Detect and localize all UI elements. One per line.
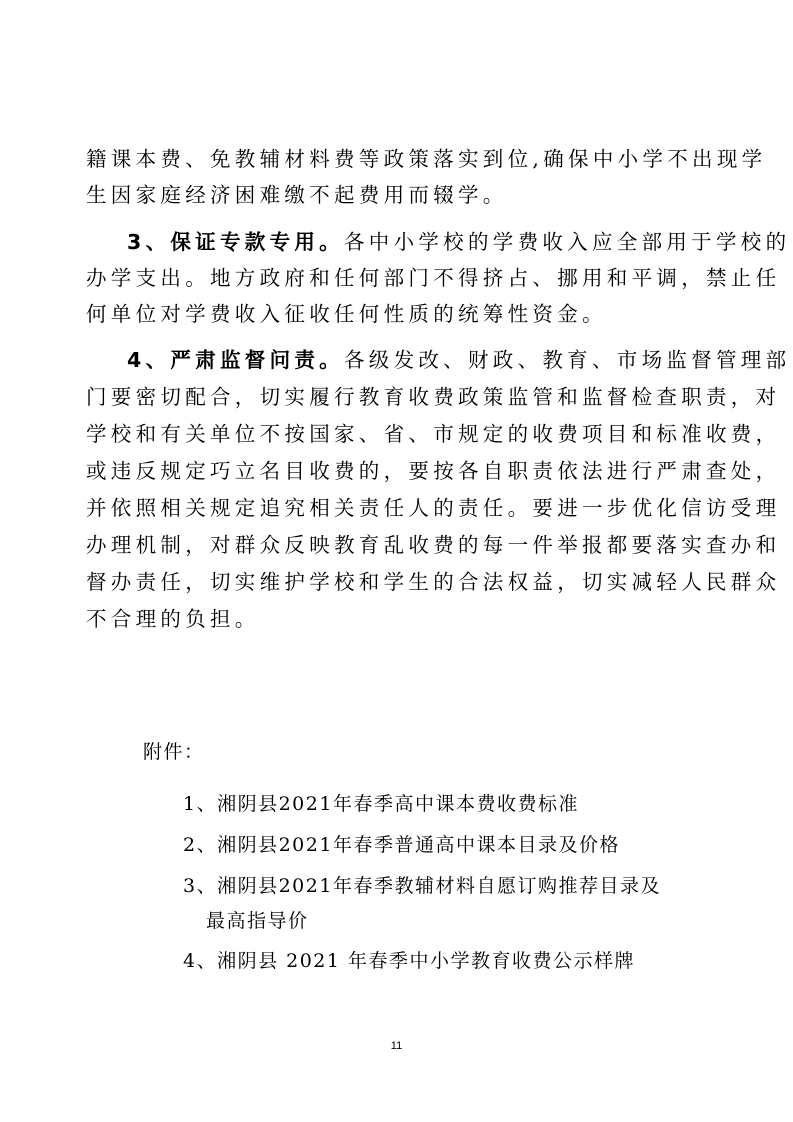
attachment-item: 1、湘阴县2021年春季高中课本费收费标准 [183, 793, 579, 815]
attachment-item-continuation: 最高指导价 [206, 910, 309, 932]
paragraph-line: 督办责任，切实维护学校和学生的合法权益，切实减轻人民群众 [86, 570, 781, 594]
paragraph-line: 办学支出。地方政府和任何部门不得挤占、挪用和平调，禁止任 [86, 266, 781, 290]
paragraph-line [127, 228, 790, 256]
attachment-item: 3、湘阴县2021年春季教辅材料自愿订购推荐目录及 [183, 875, 661, 897]
paragraph-line: 不合理的负担。 [86, 607, 260, 631]
paragraph-line: 并依照相关规定追究相关责任人的责任。要进一步优化信访受理 [86, 496, 781, 520]
paragraph-line: 籍课本费、免教辅材料费等政策落实到位,确保中小学不出现学 [86, 147, 767, 171]
attachment-item: 4、湘阴县 2021 年春季中小学教育收费公示样牌 [183, 950, 636, 972]
paragraph-line: 生因家庭经济困难缴不起费用而辍学。 [86, 183, 508, 207]
paragraph-line: 门要密切配合，切实履行教育收费政策监管和监督检查职责，对 [86, 385, 781, 409]
paragraph-line: 学校和有关单位不按国家、省、市规定的收费项目和标准收费， [86, 422, 781, 446]
attachments-label: 附件： [143, 741, 205, 763]
paragraph-line [127, 346, 790, 374]
section-heading: 3、保证专款专用。 [127, 230, 344, 254]
paragraph-text: 各级发改、财政、教育、市场监督管理部 [343, 348, 791, 372]
paragraph-line: 或违反规定巧立名目收费的，要按各自职责依法进行严肃查处， [86, 459, 781, 483]
paragraph-line: 办理机制，对群众反映教育乱收费的每一件举报都要落实查办和 [86, 533, 781, 557]
attachment-item: 2、湘阴县2021年春季普通高中课本目录及价格 [183, 834, 620, 856]
page-number: 11 [390, 1040, 403, 1052]
paragraph-line: 何单位对学费收入征收任何性质的统筹性资金。 [86, 302, 607, 326]
section-heading: 4、严肃监督问责。 [127, 348, 344, 372]
paragraph-text: 各中小学校的学费收入应全部用于学校的 [343, 230, 791, 254]
